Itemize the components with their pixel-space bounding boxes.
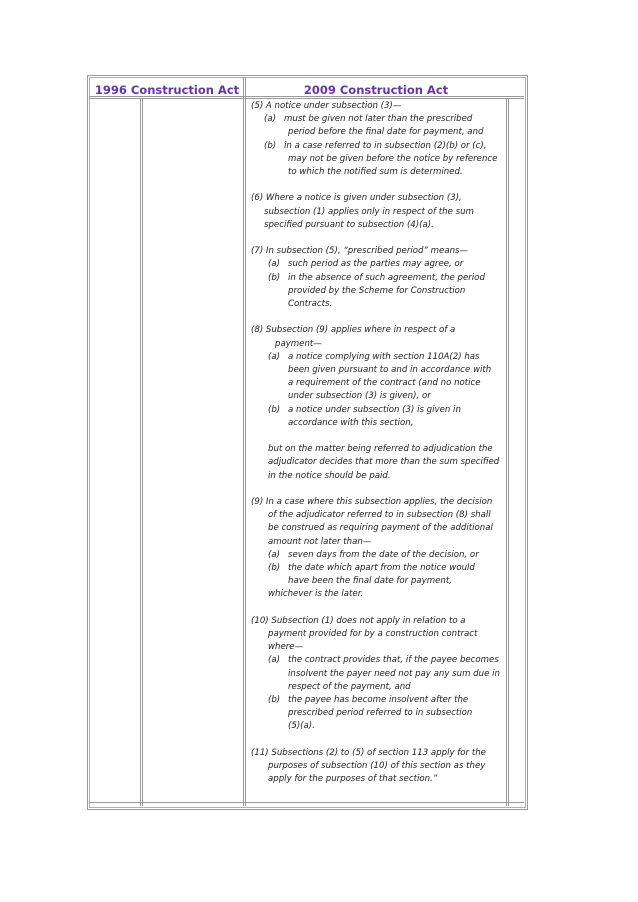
text-line: (10) Subsection (1) does not apply in relation to a	[251, 615, 466, 626]
text-line	[251, 654, 509, 667]
text-line: apply for the purposes of that section.”	[268, 774, 438, 785]
item-label: (b)	[264, 140, 277, 151]
text-line: (9) In a case where this subsection applies, the decision	[251, 497, 493, 508]
text-line: be construed as requiring payment of the additional	[268, 523, 493, 534]
left-inner-divider	[140, 98, 141, 806]
text-line: the date which apart from the notice would	[288, 563, 475, 574]
item-label: (a)	[268, 351, 280, 362]
text-line: provided by the Scheme for Construction	[288, 285, 466, 296]
text-line	[251, 404, 509, 417]
act-text-2009	[251, 100, 509, 800]
text-line	[251, 694, 509, 707]
text-line: respect of the payment, and	[288, 681, 411, 692]
text-line: amount not later than—	[268, 536, 372, 547]
text-line: payment—	[275, 338, 322, 349]
subsection-5	[251, 100, 509, 179]
item-label: (b)	[268, 404, 281, 415]
item-label: (a)	[268, 549, 280, 560]
header-divider-inner	[89, 98, 524, 99]
text-line: been given pursuant to and in accordance with	[288, 365, 492, 376]
text-line: must be given not later than the prescribed	[284, 114, 473, 125]
item-label: (a)	[268, 259, 280, 270]
text-line: of the adjudicator referred to in subsection (8) shall	[268, 510, 491, 521]
spacer	[251, 430, 509, 443]
subsection-8	[251, 324, 509, 482]
text-line: (7) In subsection (5), “prescribed period” means—	[251, 246, 469, 257]
item-label: (b)	[268, 563, 281, 574]
text-line: (6) Where a notice is given under subsection (3),	[251, 193, 462, 204]
text-line: seven days from the date of the decision, or	[288, 549, 479, 560]
item-label: (a)	[268, 655, 280, 666]
text-line: in the notice should be paid.	[268, 470, 391, 481]
item-label: (b)	[268, 272, 281, 283]
text-line: prescribed period referred to in subsection	[288, 708, 473, 719]
column-divider	[245, 77, 246, 806]
text-line	[251, 140, 509, 153]
text-line: Contracts.	[288, 299, 333, 310]
subsection-11	[251, 747, 509, 787]
text-line	[251, 351, 509, 364]
text-line: but on the matter being referred to adjudication the	[268, 444, 493, 455]
text-line	[251, 549, 509, 562]
text-line: under subsection (3) is given), or	[288, 391, 431, 402]
text-line: have been the final date for payment,	[288, 576, 452, 587]
text-line: a notice complying with section 110A(2) has	[288, 351, 480, 362]
subsection-6	[251, 192, 509, 232]
text-line: subsection (1) applies only in respect of the sum	[264, 206, 474, 217]
text-line: in the absence of such agreement, the period	[288, 272, 485, 283]
column-divider	[243, 77, 244, 806]
text-line: to which the notified sum is determined.	[288, 167, 463, 178]
item-label: (a)	[264, 114, 276, 125]
text-line: insolvent the payer need not pay any sum due in	[288, 668, 500, 679]
text-line: the payee has become insolvent after the	[288, 695, 469, 706]
text-line: in a case referred to in subsection (2)(b) or (c),	[284, 140, 487, 151]
text-line: the contract provides that, if the payee becomes	[288, 655, 499, 666]
text-line: accordance with this section,	[288, 417, 414, 428]
text-line: where—	[268, 642, 304, 653]
text-line: may not be given before the notice by reference	[288, 153, 498, 164]
header-2009-act: 2009 Construction Act	[303, 83, 449, 97]
text-line: such period as the parties may agree, or	[288, 259, 464, 270]
text-line	[251, 113, 509, 126]
header-1996-act: 1996 Construction Act	[94, 83, 240, 97]
text-line: whichever is the later.	[268, 589, 364, 600]
item-label: (b)	[268, 695, 281, 706]
text-line: purposes of subsection (10) of this section as they	[268, 761, 486, 772]
text-line: (11) Subsections (2) to (5) of section 113 apply for the	[251, 747, 486, 758]
text-line: (5)(a).	[288, 721, 315, 732]
text-line	[251, 562, 509, 575]
text-line: adjudicator decides that more than the sum specified	[268, 457, 500, 468]
text-line: (8) Subsection (9) applies where in respect of a	[251, 325, 456, 336]
text-line: period before the final date for payment, and	[288, 127, 484, 138]
text-line: (5) A notice under subsection (3)—	[251, 101, 402, 111]
text-line: a notice under subsection (3) is given in	[288, 404, 461, 415]
text-line: specified pursuant to subsection (4)(a).	[264, 219, 434, 230]
subsection-9	[251, 496, 509, 602]
subsection-10	[251, 615, 509, 734]
text-line	[251, 272, 509, 285]
subsection-7	[251, 245, 509, 311]
text-line: payment provided for by a construction contract	[268, 629, 478, 640]
bottom-rule	[89, 802, 524, 803]
left-inner-divider	[142, 98, 143, 806]
text-line	[251, 258, 509, 271]
text-line: a requirement of the contract (and no notice	[288, 378, 481, 389]
